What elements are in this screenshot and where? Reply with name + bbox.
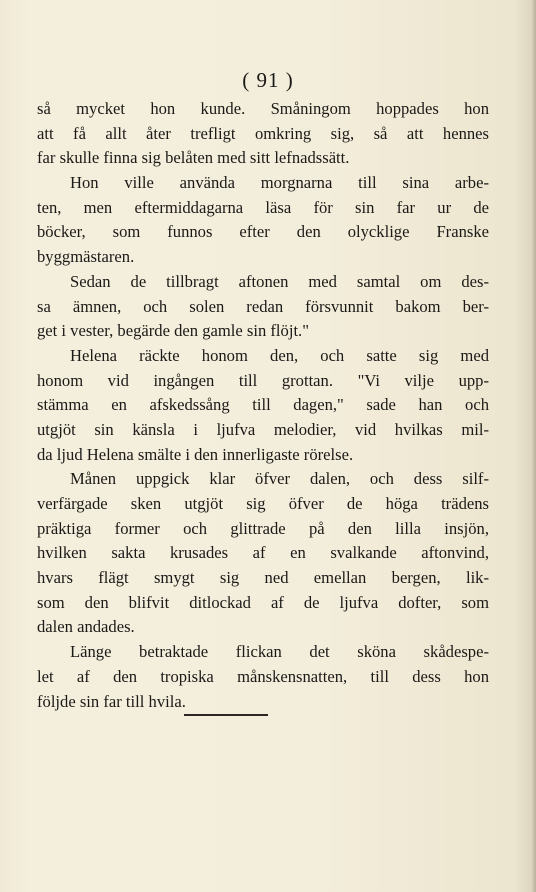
text-line: hvilken sakta krusades af en svalkande aftonvind, <box>37 543 489 563</box>
text-line: Hon ville använda morgnarna till sina arbe- <box>70 173 489 193</box>
text-line: Länge betraktade flickan det sköna skådespe- <box>70 642 489 662</box>
text-line: sa ämnen, och solen redan försvunnit bakom ber- <box>37 296 489 316</box>
text-line: utgjöt sin känsla i ljufva melodier, vid hvilkas mil- <box>37 419 489 439</box>
text-line: så mycket hon kunde. Småningom hoppades hon <box>37 99 489 118</box>
text-line: präktiga former och glittrade på den lilla insjön, <box>37 518 489 538</box>
text-line: da ljud Helena smälte i den innerligaste rörelse. <box>37 444 354 464</box>
text-line: som den blifvit ditlockad af de ljufva dofter, som <box>37 592 489 612</box>
text-line: honom vid ingången till grottan. "Vi vilje upp- <box>37 370 489 390</box>
page-number: ( 91 ) <box>242 68 294 92</box>
text-line: Månen uppgick klar öfver dalen, och dess silf- <box>70 469 489 489</box>
body-text <box>37 97 489 714</box>
text-line: get i vester, begärde den gamle sin flöjt." <box>37 321 309 341</box>
text-line: verfärgade sken utgjöt sig öfver de höga trädens <box>37 494 489 513</box>
text-line: Helena räckte honom den, och satte sig med <box>70 345 489 365</box>
text-line: ten, men eftermiddagarna läsa för sin far ur de <box>37 197 489 217</box>
section-divider-rule <box>184 714 268 716</box>
text-line: byggmästaren. <box>37 247 135 267</box>
text-line: böcker, som funnos efter den olycklige Franske <box>37 222 489 242</box>
text-line: Sedan de tillbragt aftonen med samtal om des- <box>70 271 489 291</box>
text-line: stämma en afskedssång till dagen," sade han och <box>37 395 489 415</box>
text-line: följde sin far till hvila. <box>37 691 186 711</box>
page-edge <box>532 0 536 892</box>
text-line: far skulle finna sig belåten med sitt lefnadssätt. <box>37 148 350 168</box>
text-line: let af den tropiska månskensnatten, till dess hon <box>37 666 489 686</box>
text-line: dalen andades. <box>37 617 135 637</box>
text-line: att få allt åter trefligt omkring sig, så att hennes <box>37 123 489 143</box>
text-line: hvars flägt smygt sig ned emellan bergen, lik- <box>37 568 489 588</box>
